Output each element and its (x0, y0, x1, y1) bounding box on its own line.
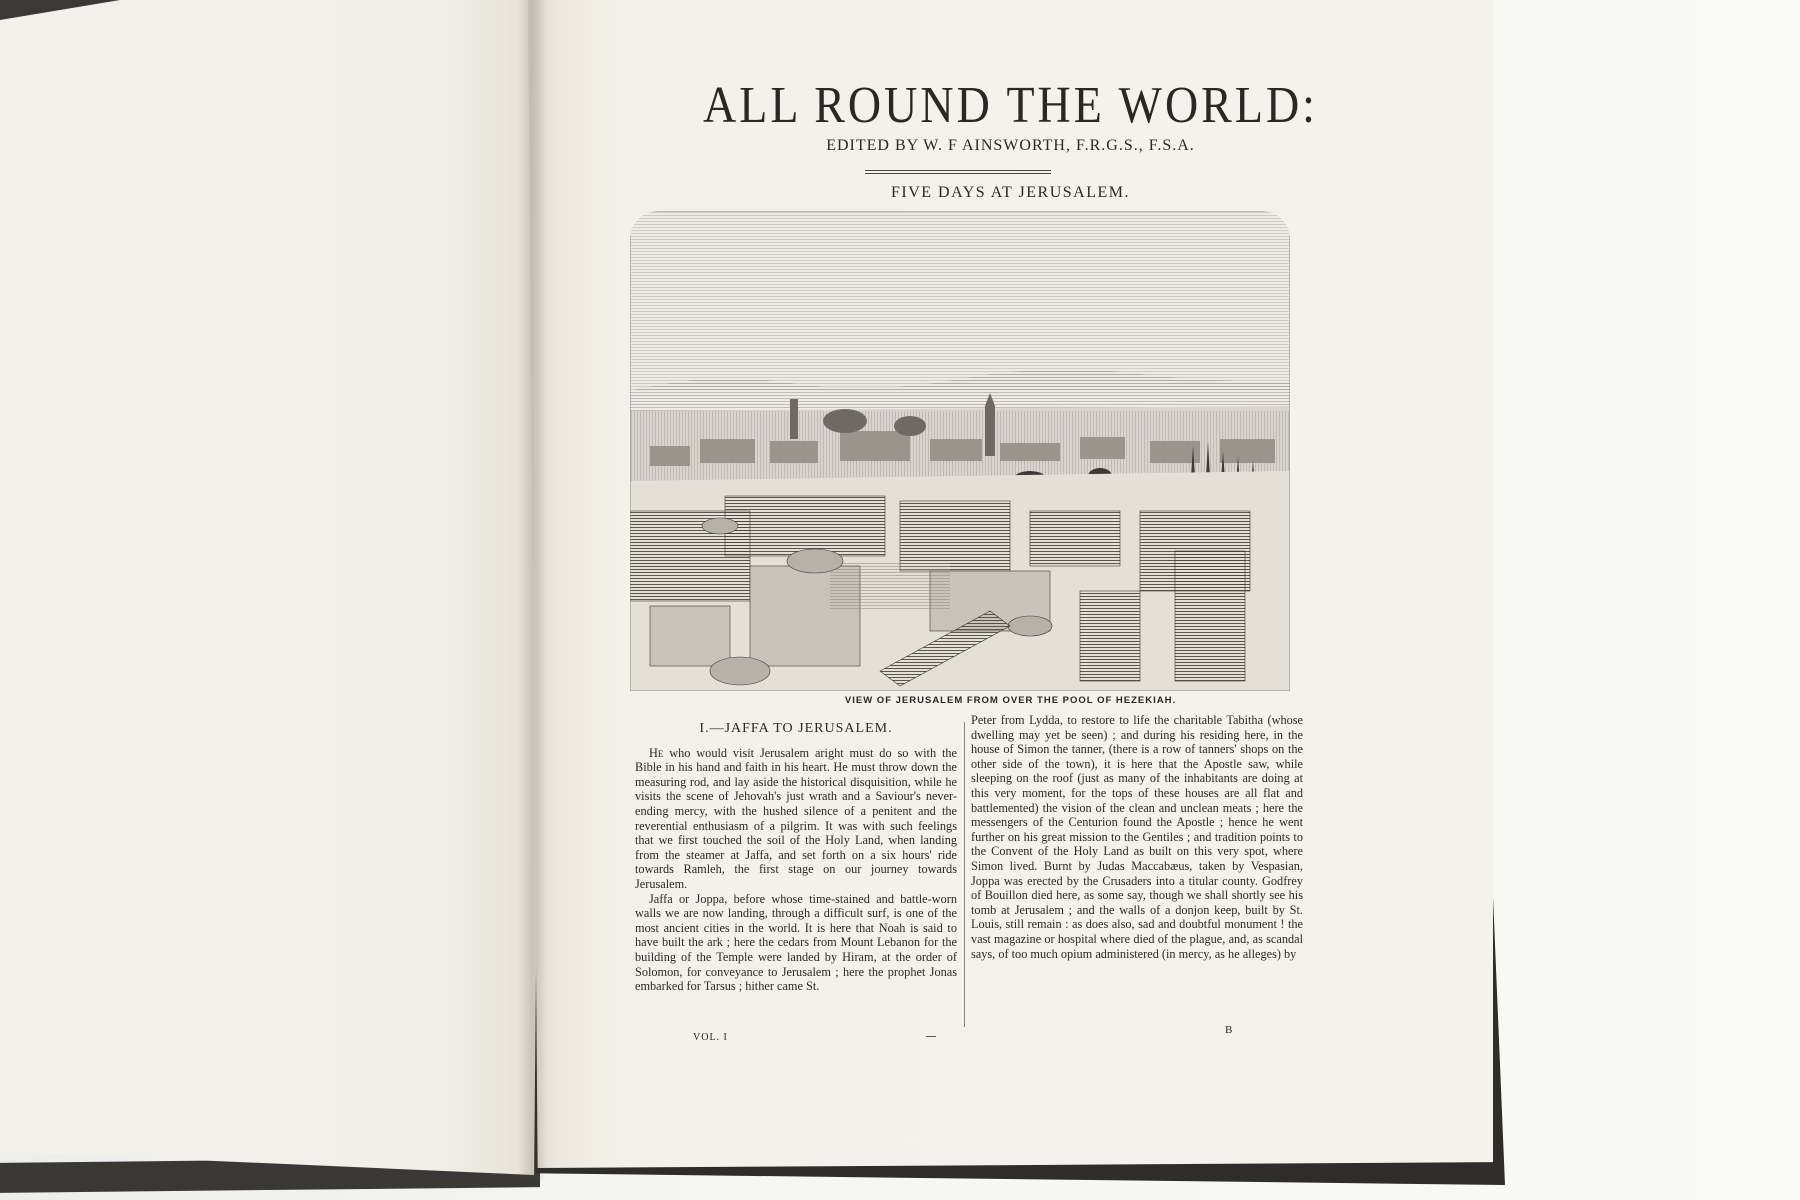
paragraph-1-text: who would visit Jerusalem aright must do so with the Bible in his hand and faith in his heart. He must throw down the measuring rod, and lay aside the historical disquisition, while he visits the scene of Jehovah's just wrath and a Saviour's never-ending mercy, with the hushed silence of a penitent and the reverential enthusiasm of a pilgrim. It was with such feelings that we first touched the soil of the Holy Land, when landing from the steamer at Jaffa, and set forth on a six hours' ride towards Ramleh, the first stage on our journey towards Jerusalem. (635, 745, 957, 891)
jerusalem-engraving (630, 211, 1290, 691)
illustration-caption: VIEW OF JERUSALEM FROM OVER THE POOL OF HEZEKIAH. (844, 695, 1177, 706)
drop-word: He (649, 745, 664, 760)
page-content (528, 0, 1493, 1168)
title-rule (865, 170, 1051, 174)
column-divider (964, 722, 965, 1027)
footer-dash (926, 1036, 936, 1037)
article-title: FIVE DAYS AT JERUSALEM. (891, 184, 1130, 201)
left-blank-page (0, 0, 545, 1175)
paragraph-3: Peter from Lydda, to restore to life the charitable Tabitha (whose dwelling may yet be seen) ; and during his residing here, in the house of Simon the tanner, (there is a row of tanners' shops on the other side of the town), it is here that the Apostle saw, while sleeping on the roof (just as many of the inhabitants are doing at this very moment, for the tops of these houses are all flat and battlemented) the vision of the clean and unclean meats ; here the messengers of the Centurion found the Apostle ; hence he went further on his great mission to the Gentiles ; and tradition points to the Convent of the Holy Land as built on this very spot, where Simon lived. Burnt by Judas Maccabæus, taken by Vespasian, Joppa was erected by the Crusaders into a titular county. Godfrey of Bouillon died here, as some say, though we shall shortly see his tomb at Jerusalem ; and the walls of a donjon keep, built by St. Louis, still remain : as does also, sad and doubtful monument ! the vast magazine or hospital where died of the plague, and, as scandal says, of too much opium administered (in mercy, as he alleges) by (971, 713, 1303, 961)
text-column-right (971, 713, 1303, 961)
paragraph-1 (635, 746, 957, 892)
text-column-left (635, 722, 957, 994)
signature-mark: B (1225, 1024, 1233, 1036)
section-heading: I.—JAFFA TO JERUSALEM. (699, 721, 893, 736)
paragraph-2: Jaffa or Joppa, before whose time-stained and battle-worn walls we are now landing, through a difficult surf, is one of the most ancient cities in the world. It is here that Noah is said to have built the ark ; here the cedars from Mount Lebanon for the building of the Temple were landed by Hiram, at the order of Solomon, for conveyance to Jerusalem ; here the prophet Jonas embarked for Tarsus ; hither came St. (635, 891, 957, 994)
book-title: ALL ROUND THE WORLD: (703, 75, 1318, 134)
volume-label: VOL. I (693, 1032, 728, 1043)
editor-line: EDITED BY W. F AINSWORTH, F.R.G.S., F.S.A. (826, 137, 1195, 154)
